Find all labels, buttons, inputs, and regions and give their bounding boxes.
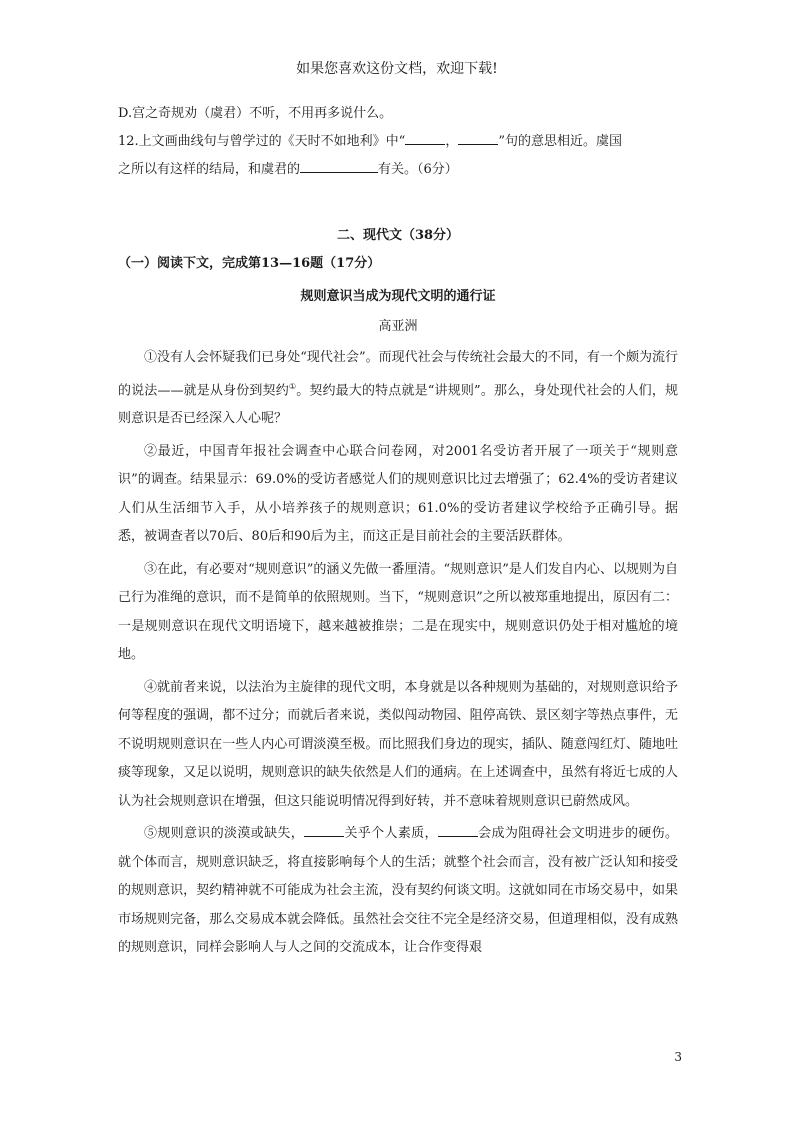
page-header: 如果您喜欢这份文档，欢迎下载! bbox=[296, 61, 498, 77]
sub-section-title: （一）阅读下文，完成第13—16题（17分） bbox=[118, 256, 381, 271]
question-12-text-b: ”句的意思相近。虞国 bbox=[498, 134, 622, 149]
answer-blank-4[interactable] bbox=[304, 822, 344, 837]
article-title: 规则意识当成为现代文明的通行证 bbox=[300, 289, 496, 304]
question-12-text-a: 12.上文画曲线句与曾学过的《天时不如地利》中“ bbox=[118, 134, 406, 149]
question-12-text-d: 有关。（6分） bbox=[378, 162, 458, 177]
answer-blank-1[interactable] bbox=[405, 130, 445, 145]
question-12-text-c: 之所以有这样的结局，和虞君的 bbox=[118, 162, 301, 177]
question-12-line2 bbox=[118, 156, 678, 184]
paragraph-5-text-a: ⑤规则意识的淡漠或缺失， bbox=[144, 826, 305, 842]
section-title: 二、现代文（38分） bbox=[336, 228, 460, 243]
answer-blank-2[interactable] bbox=[458, 130, 498, 145]
document-body bbox=[118, 100, 678, 967]
paragraph-2: ②最近，中国青年报社会调查中心联合问卷网，对2001名受访者开展了一项关于“规则意识”的调查。结果显示：69.0%的受访者感觉人们的规则意识比过去增强了；62.4%的受访者建议人们从生活细节入手，从小培养孩子的规则意识；61.0%的受访者建议学校给予正确引导。据悉，被调查者以70后、80后和90后为主，而这正是目前社会的主要活跃群体。 bbox=[118, 443, 678, 545]
question-12-sep: ， bbox=[445, 134, 459, 149]
paragraph-5 bbox=[118, 820, 678, 963]
paragraph-1 bbox=[118, 344, 678, 434]
paragraph-3: ③在此，有必要对“规则意识”的涵义先做一番厘清。“规则意识”是人们发自内心、以规则为自己行为准绳的意识，而不是简单的依照规则。当下，“规则意识”之所以被郑重地提出，原因有二：一是规则意识在现代文明语境下，越来越被推崇；二是在现实中，规则意识仍处于相对尴尬的境地。 bbox=[118, 561, 678, 663]
answer-blank-3[interactable] bbox=[300, 158, 378, 173]
paragraph-1-text-a: ①没有人会怀疑我们已身处“现代社会”。而现代社会与传统社会最大的不同，有一个颇为流行的说法——就是从身份到契约 bbox=[118, 350, 678, 398]
page-number: 3 bbox=[674, 1050, 682, 1064]
question-12-line1 bbox=[118, 128, 678, 156]
paragraph-1-text-b: 。契约最大的特点就是“讲规则”。那么，身处现代社会的人们，规则意识是否已经深入人心呢？ bbox=[118, 382, 678, 427]
answer-blank-5[interactable] bbox=[438, 822, 478, 837]
paragraph-5-text-b: 关乎个人素质， bbox=[344, 826, 438, 842]
paragraph-4: ④就前者来说，以法治为主旋律的现代文明，本身就是以各种规则为基础的，对规则意识给予何等程度的强调，都不过分；而就后者来说，类似闯动物园、阻停高铁、景区刻字等热点事件，无不说明规则意识在一些人内心可谓淡漠至极。而比照我们身边的现实，插队、随意闯红灯、随地吐痰等现象，又足以说明，规则意识的缺失依然是人们的通病。在上述调查中，虽然有将近七成的人认为社会规则意识在增强，但这只能说明情况得到好转，并不意味着规则意识已蔚然成风。 bbox=[118, 679, 678, 809]
footnote-marker: ① bbox=[288, 381, 297, 391]
article-author: 高亚洲 bbox=[378, 319, 418, 334]
option-d: D.宫之奇规劝（虞君）不听，不用再多说什么。 bbox=[118, 106, 393, 121]
paragraph-5-text-c: 会成为阻碍社会文明进步的硬伤。就个体而言，规则意识缺乏，将直接影响每个人的生活；就整个社会而言，没有被广泛认知和接受的规则意识，契约精神就不可能成为社会主流，没有契约何谈文明。这就如同在市场交易中，如果市场规则完备，那么交易成本就会降低。虽然社会交往不完全是经济交易，但道理相似，没有成熟的规则意识，同样会影响人与人之间的交流成本，让合作变得艰 bbox=[118, 826, 678, 956]
